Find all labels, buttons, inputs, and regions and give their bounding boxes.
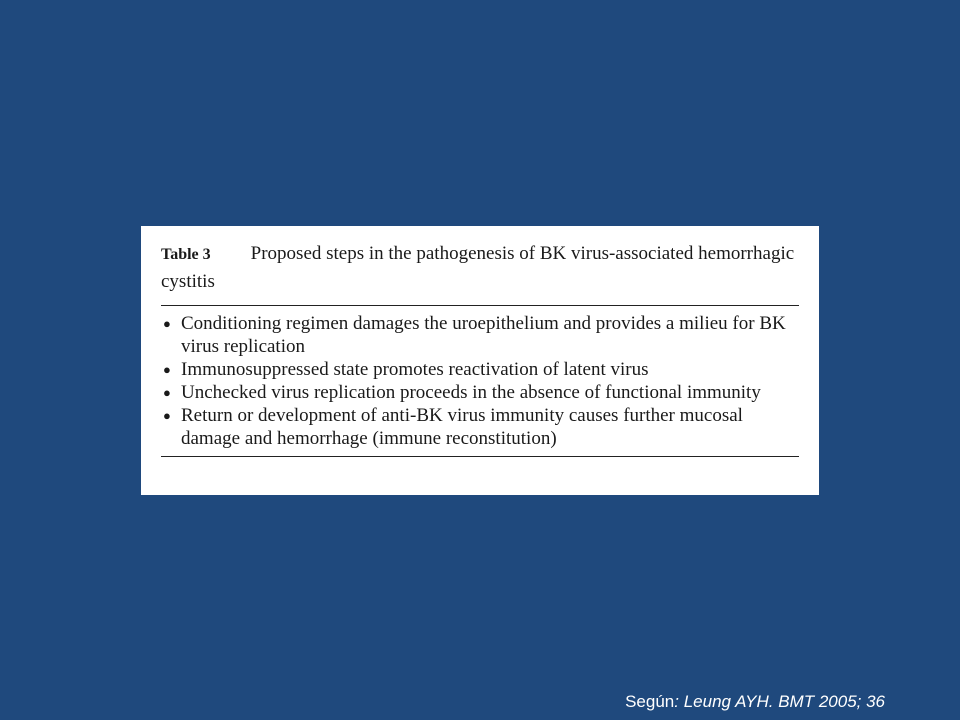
- table-label: Table 3: [161, 246, 211, 263]
- steps-list: [161, 312, 799, 450]
- step-item: [161, 358, 799, 381]
- bullet-icon: ●: [163, 385, 171, 400]
- bullet-icon: ●: [163, 362, 171, 377]
- citation-reference: : Leung AYH. BMT 2005; 36: [674, 692, 885, 711]
- table-card: [141, 226, 819, 495]
- table-top-rule: [161, 305, 799, 306]
- citation: [625, 692, 885, 712]
- step-text: Return or development of anti-BK virus immunity causes further mucosal damage and hemorrhage (immune reconstitution): [181, 405, 743, 449]
- step-text: Unchecked virus replication proceeds in the absence of functional immunity: [181, 382, 761, 403]
- bullet-icon: ●: [163, 408, 171, 423]
- table-title: Proposed steps in the pathogenesis of BK virus-associated hemorrhagic cystitis: [161, 243, 795, 292]
- table-bottom-rule: [161, 456, 799, 457]
- step-text: Conditioning regimen damages the uroepithelium and provides a milieu for BK virus replication: [181, 313, 786, 357]
- step-item: [161, 404, 799, 450]
- step-item: [161, 312, 799, 358]
- bullet-icon: ●: [163, 316, 171, 331]
- citation-prefix: Según: [625, 692, 675, 711]
- table-caption: [161, 240, 799, 295]
- step-item: [161, 381, 799, 404]
- step-text: Immunosuppressed state promotes reactivation of latent virus: [181, 359, 649, 380]
